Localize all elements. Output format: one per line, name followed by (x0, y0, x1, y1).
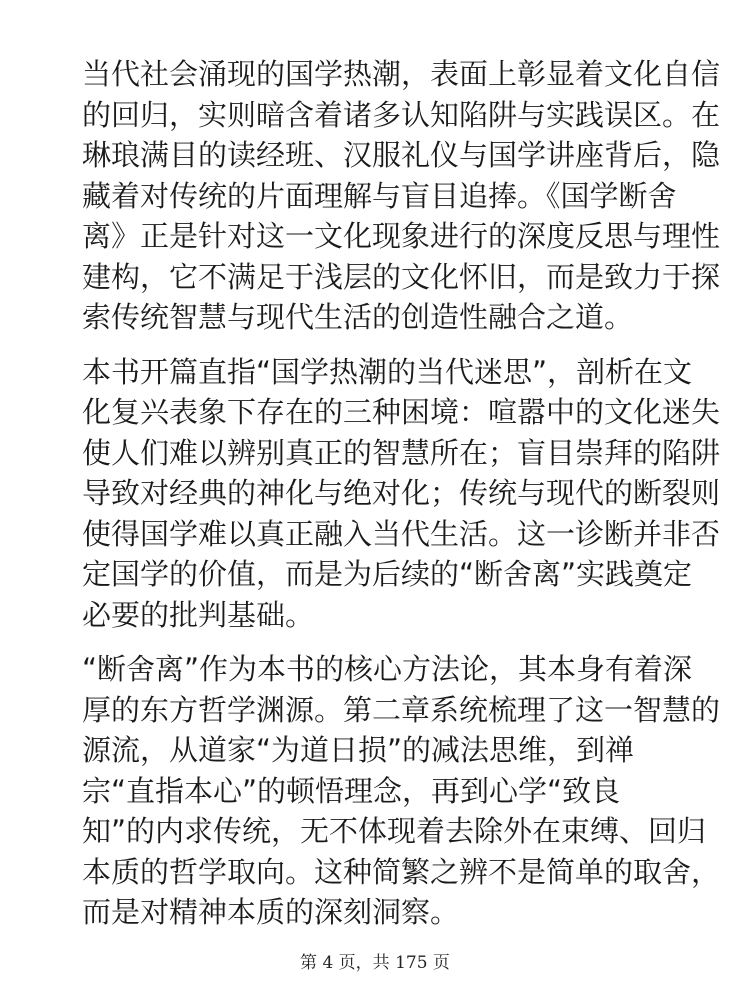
text-line: “断舍离”作为本书的核心方法论，其本身有着深 (82, 652, 693, 686)
text-line: 离》正是针对这一文化现象进行的深度反思与理性 (82, 219, 721, 253)
text-line: 厚的东方哲学渊源。第二章系统梳理了这一智慧的 (82, 692, 721, 727)
text-line: 索传统智慧与现代生活的创造性融合之道。 (82, 300, 634, 334)
text-line: 化复兴表象下存在的三种困境：喧嚣中的文化迷失 (82, 395, 721, 429)
text-line: 必要的批判基础。 (82, 597, 315, 632)
text-line: 知”的内求传统，无不体现着去除外在束缚、回归 (82, 814, 707, 848)
paragraph-3 (82, 649, 721, 933)
text-line: 藏着对传统的片面理解与盲目追捧。《国学断舍 (82, 178, 677, 213)
text-line: 建构，它不满足于浅层的文化怀旧，而是致力于探 (82, 259, 721, 294)
text-line: 使得国学难以真正融入当代生活。这一诊断并非否 (82, 516, 721, 551)
text-line: 导致对经典的神化与绝对化；传统与现代的断裂则 (82, 476, 721, 510)
text-line: 宗“直指本心”的顿悟理念，再到心学“致良 (82, 773, 621, 808)
page-number-footer: 第 4 页，共 175 页 (300, 953, 450, 973)
text-line: 的回归，实则暗含着诸多认知陷阱与实践误区。在 (82, 97, 721, 132)
text-line: 当代社会涌现的国学热潮，表面上彰显着文化自信 (82, 57, 721, 91)
body-text (82, 54, 721, 933)
text-line: 定国学的价值，而是为后续的“断舍离”实践奠定 (82, 557, 693, 591)
text-line: 使人们难以辨别真正的智慧所在；盲目崇拜的陷阱 (82, 435, 721, 470)
text-line: 琳琅满目的读经班、汉服礼仪与国学讲座背后，隐 (82, 138, 721, 172)
paragraph-2 (82, 352, 721, 636)
text-line: 而是对精神本质的深刻洞察。 (82, 895, 460, 929)
text-line: 本质的哲学取向。这种简繁之辨不是简单的取舍， (82, 854, 721, 889)
text-line: 源流，从道家“为道日损”的减法思维，到禅 (82, 733, 635, 767)
paragraph-1 (82, 54, 721, 338)
text-line: 本书开篇直指“国学热潮的当代迷思”，剖析在文 (82, 354, 693, 389)
